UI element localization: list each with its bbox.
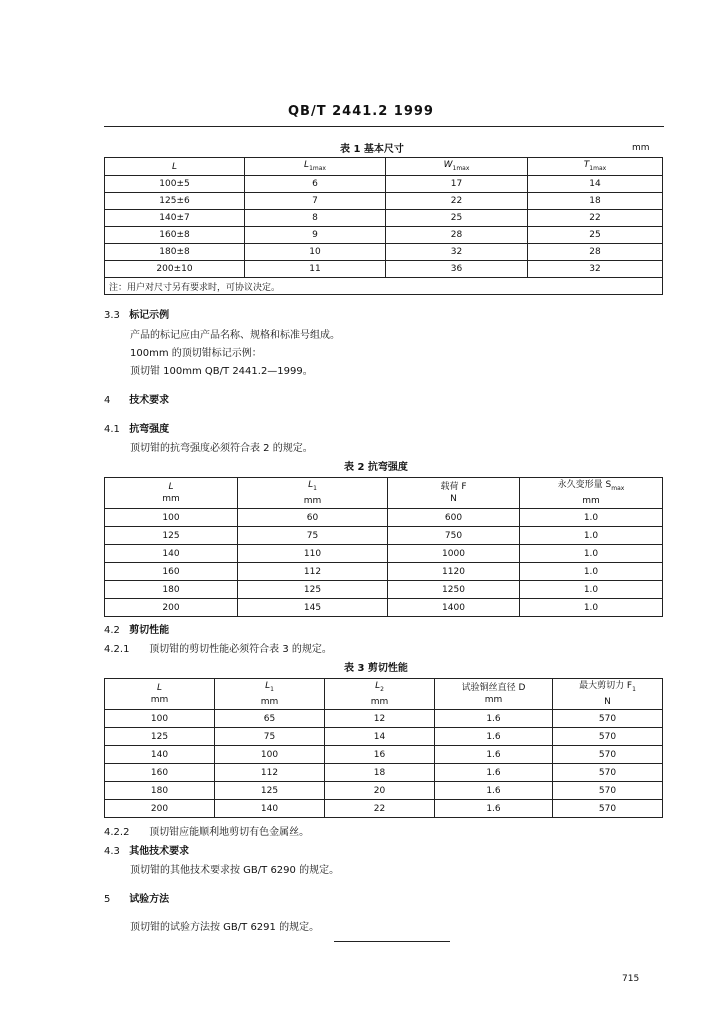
table-cell: 100 <box>105 509 238 527</box>
table2-caption: 表 2 抗弯强度 <box>344 462 408 473</box>
table-cell: 570 <box>553 728 663 746</box>
column-header-subscript: 1max <box>452 164 470 172</box>
section-title: 标记示例 <box>129 310 170 321</box>
table-cell: 180±8 <box>105 244 245 261</box>
column-header-unit: N <box>604 696 611 707</box>
column-header-label: L <box>171 161 177 172</box>
table-cell: 28 <box>386 227 528 244</box>
paragraph: 顶切钳 100mm QB/T 2441.2—1999。 <box>130 366 313 377</box>
table-cell: 140 <box>105 746 215 764</box>
column-header <box>105 478 238 509</box>
table-cell: 12 <box>325 710 435 728</box>
table-cell: 100 <box>215 746 325 764</box>
column-header-subscript: 1max <box>309 164 326 172</box>
section-4-2-2 <box>104 823 309 838</box>
table-row <box>105 581 663 599</box>
column-header-label: L <box>265 681 271 692</box>
column-header-subscript: 1 <box>632 685 636 693</box>
table3 <box>104 678 663 818</box>
column-header <box>386 158 528 176</box>
section-number: 4.2.1 <box>104 644 130 655</box>
table1-caption: 表 1 基本尺寸 <box>340 144 404 155</box>
table-cell: 11 <box>245 261 386 278</box>
table-cell: 160 <box>105 764 215 782</box>
column-header-label: L <box>308 480 314 491</box>
table-header-row <box>105 478 663 509</box>
page-number: 715 <box>622 974 640 984</box>
table-cell: 112 <box>238 563 388 581</box>
table-cell: 14 <box>325 728 435 746</box>
column-header <box>238 478 388 509</box>
column-header-label: T <box>583 159 590 170</box>
table-cell: 7 <box>245 193 386 210</box>
section-title: 试验方法 <box>129 894 170 905</box>
table-header-row <box>105 158 663 176</box>
table-cell: 1250 <box>388 581 520 599</box>
section-4-heading <box>104 391 169 406</box>
section-number: 4.2 <box>104 625 120 636</box>
table-cell: 18 <box>325 764 435 782</box>
table-row <box>105 509 663 527</box>
table2 <box>104 477 663 617</box>
table-cell: 20 <box>325 782 435 800</box>
table-note: 注：用户对尺寸另有要求时，可协议决定。 <box>105 278 663 295</box>
column-header <box>245 158 386 176</box>
table-cell: 1.6 <box>435 782 553 800</box>
table-cell: 125 <box>105 728 215 746</box>
section-5-heading <box>104 890 169 905</box>
table-cell: 750 <box>388 527 520 545</box>
table-cell: 1.0 <box>520 527 663 545</box>
table-cell: 125 <box>238 581 388 599</box>
section-number: 5 <box>104 894 111 905</box>
paragraph: 顶切钳的剪切性能必须符合表 3 的规定。 <box>149 644 332 655</box>
column-header-unit: mm <box>484 695 503 705</box>
table-cell: 8 <box>245 210 386 227</box>
section-4-1-heading <box>104 420 169 435</box>
table-cell: 28 <box>528 244 663 261</box>
table-cell: 145 <box>238 599 388 617</box>
table-cell: 1.0 <box>520 581 663 599</box>
table-cell: 22 <box>386 193 528 210</box>
footer-rule <box>334 941 450 942</box>
section-4-2-heading <box>104 621 169 636</box>
table-cell: 112 <box>215 764 325 782</box>
column-header-subscript: 2 <box>380 685 384 693</box>
table-cell: 32 <box>386 244 528 261</box>
table-cell: 100±5 <box>105 176 245 193</box>
section-title: 技术要求 <box>129 395 170 406</box>
column-header-label: 试验铜丝直径 D <box>461 683 526 693</box>
table-row <box>105 800 663 818</box>
table-cell: 22 <box>325 800 435 818</box>
paragraph: 产品的标记应由产品名称、规格和标准号组成。 <box>130 330 340 341</box>
table-cell: 1.6 <box>435 800 553 818</box>
table-cell: 1.0 <box>520 563 663 581</box>
table-cell: 1.0 <box>520 599 663 617</box>
paragraph: 顶切钳应能顺利地剪切有色金属丝。 <box>149 827 310 838</box>
column-header <box>528 158 663 176</box>
column-header <box>325 679 435 710</box>
section-title: 剪切性能 <box>129 625 170 636</box>
document-header: QB/T 2441.2 1999 <box>288 104 434 119</box>
table-cell: 1.6 <box>435 746 553 764</box>
paragraph: 100mm 的顶切钳标记示例： <box>130 348 262 359</box>
section-number: 3.3 <box>104 310 120 321</box>
column-header-label: W <box>443 159 453 170</box>
table-cell: 125±6 <box>105 193 245 210</box>
section-number: 4.2.2 <box>104 827 130 838</box>
table3-caption: 表 3 剪切性能 <box>344 663 408 674</box>
column-header-label: L <box>156 683 162 693</box>
table1-unit: mm <box>632 143 650 153</box>
table-row <box>105 599 663 617</box>
table-cell: 570 <box>553 800 663 818</box>
table-cell: 65 <box>215 710 325 728</box>
column-header <box>388 478 520 509</box>
paragraph: 顶切钳的试验方法按 GB/T 6291 的规定。 <box>130 922 320 933</box>
table-cell: 1.0 <box>520 509 663 527</box>
column-header-unit: N <box>450 494 457 504</box>
table-row <box>105 746 663 764</box>
table-cell: 75 <box>215 728 325 746</box>
table-row <box>105 244 663 261</box>
table-cell: 180 <box>105 782 215 800</box>
column-header-label: 最大剪切力 F <box>579 681 633 692</box>
table-cell: 25 <box>386 210 528 227</box>
table-cell: 110 <box>238 545 388 563</box>
table-note-row <box>105 278 663 295</box>
table-cell: 100 <box>105 710 215 728</box>
paragraph: 顶切钳的抗弯强度必须符合表 2 的规定。 <box>130 443 313 454</box>
table-cell: 140±7 <box>105 210 245 227</box>
column-header-label: 永久变形量 S <box>557 480 612 491</box>
table-row <box>105 210 663 227</box>
table-cell: 75 <box>238 527 388 545</box>
column-header-subscript: 1max <box>589 164 607 172</box>
section-4-3-heading <box>104 842 189 857</box>
column-header <box>105 679 215 710</box>
column-header-label: L <box>304 159 310 170</box>
section-number: 4 <box>104 395 111 406</box>
table-cell: 160±8 <box>105 227 245 244</box>
column-header-label: L <box>168 482 174 492</box>
table-cell: 1.0 <box>520 545 663 563</box>
table-cell: 180 <box>105 581 238 599</box>
column-header <box>105 158 245 176</box>
table-row <box>105 782 663 800</box>
table-row <box>105 261 663 278</box>
column-header-unit: mm <box>582 495 600 506</box>
table-cell: 18 <box>528 193 663 210</box>
table-cell: 140 <box>215 800 325 818</box>
table-cell: 60 <box>238 509 388 527</box>
table-cell: 22 <box>528 210 663 227</box>
column-header <box>553 679 663 710</box>
column-header <box>520 478 663 509</box>
column-header-unit: mm <box>370 696 389 707</box>
table-cell: 32 <box>528 261 663 278</box>
table-row <box>105 527 663 545</box>
section-4-2-1 <box>104 640 332 655</box>
table-row <box>105 193 663 210</box>
column-header-unit: mm <box>162 494 180 504</box>
table-cell: 160 <box>105 563 238 581</box>
table-row <box>105 710 663 728</box>
column-header-unit: mm <box>303 495 322 506</box>
table-cell: 16 <box>325 746 435 764</box>
column-header-unit: mm <box>260 696 279 707</box>
table-cell: 17 <box>386 176 528 193</box>
column-header <box>435 679 553 710</box>
table-row <box>105 728 663 746</box>
column-header-label: 载荷 F <box>440 482 467 492</box>
section-title: 抗弯强度 <box>129 424 170 435</box>
column-header-subscript: max <box>611 484 625 492</box>
column-header-subscript: 1 <box>270 685 274 693</box>
table-cell: 200±10 <box>105 261 245 278</box>
column-header-subscript: 1 <box>313 484 317 492</box>
column-header-unit: mm <box>150 695 169 705</box>
table-row <box>105 176 663 193</box>
table-cell: 14 <box>528 176 663 193</box>
section-number: 4.3 <box>104 846 120 857</box>
column-header-label: L <box>375 681 381 692</box>
table-header-row <box>105 679 663 710</box>
table-cell: 1.6 <box>435 710 553 728</box>
table-cell: 570 <box>553 746 663 764</box>
table-cell: 6 <box>245 176 386 193</box>
paragraph: 顶切钳的其他技术要求按 GB/T 6290 的规定。 <box>130 865 340 876</box>
table-row <box>105 227 663 244</box>
table-cell: 1.6 <box>435 728 553 746</box>
table-row <box>105 545 663 563</box>
table-row <box>105 563 663 581</box>
table-cell: 9 <box>245 227 386 244</box>
table1 <box>104 157 663 295</box>
table-cell: 36 <box>386 261 528 278</box>
table-cell: 1400 <box>388 599 520 617</box>
table-cell: 1.6 <box>435 764 553 782</box>
header-rule <box>104 126 664 127</box>
table-cell: 140 <box>105 545 238 563</box>
table-cell: 570 <box>553 764 663 782</box>
table-cell: 125 <box>105 527 238 545</box>
table-cell: 10 <box>245 244 386 261</box>
table-cell: 125 <box>215 782 325 800</box>
table-cell: 1000 <box>388 545 520 563</box>
table-cell: 25 <box>528 227 663 244</box>
table-cell: 200 <box>105 800 215 818</box>
section-3-3-heading <box>104 306 169 321</box>
column-header <box>215 679 325 710</box>
table-cell: 1120 <box>388 563 520 581</box>
table-cell: 600 <box>388 509 520 527</box>
section-title: 其他技术要求 <box>129 846 190 857</box>
table-cell: 570 <box>553 782 663 800</box>
table-cell: 200 <box>105 599 238 617</box>
section-number: 4.1 <box>104 424 120 435</box>
table-row <box>105 764 663 782</box>
table-cell: 570 <box>553 710 663 728</box>
